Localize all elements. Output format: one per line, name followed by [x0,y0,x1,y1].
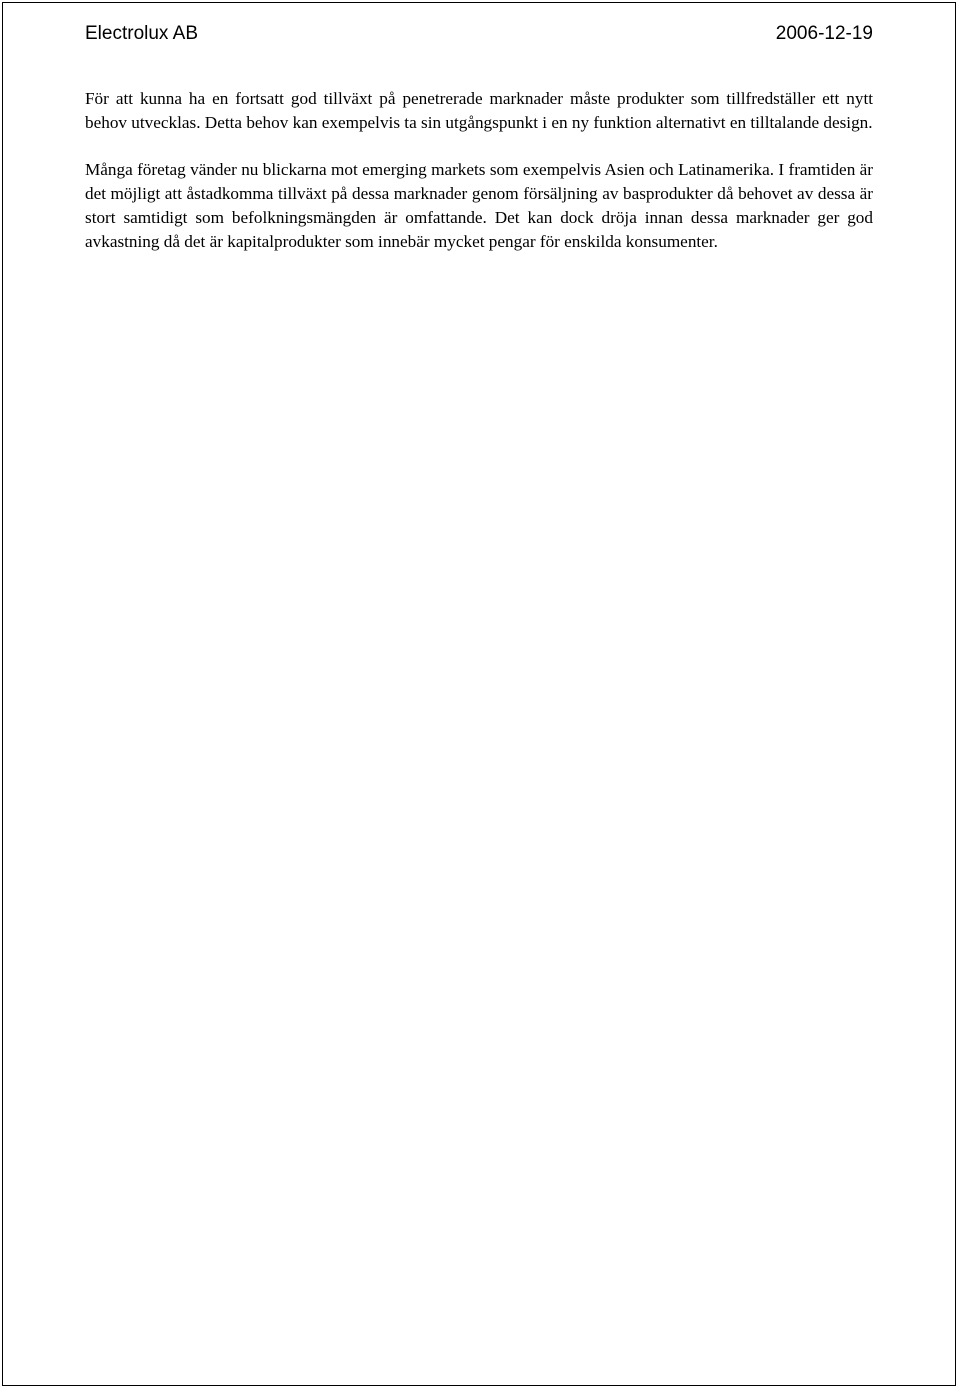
document-body [85,87,873,277]
header-company: Electrolux AB [85,23,198,44]
header-date: 2006-12-19 [775,23,873,44]
paragraph-1: För att kunna ha en fortsatt god tillväxt på penetrerade marknader måste produkter som tillfredställer ett nytt behov utvecklas. Detta behov kan exempelvis ta sin utgångspunkt i en ny funktion alternativt en tilltalande design. [85,89,873,132]
paragraph-2: Många företag vänder nu blickarna mot emerging markets som exempelvis Asien och Latinamerika. I framtiden är det möjligt att åstadkomma tillväxt på dessa marknader genom försäljning av basprodukter då behovet av dessa är stort samtidigt som befolkningsmängden är omfattande. Det kan dock dröja innan dessa marknader ger god avkastning då det är kapitalprodukter som innebär mycket pengar för enskilda konsumenter. [85,160,873,251]
document-page [2,2,956,1386]
page-header [85,23,873,45]
